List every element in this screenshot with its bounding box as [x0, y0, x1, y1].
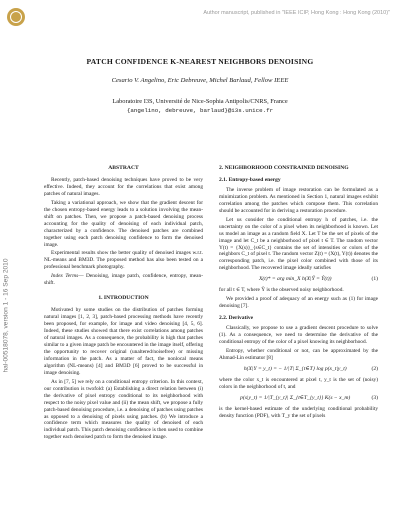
- abstract-paragraph-1: Recently, patch-based denoising techniques have proved to be very effective. Indeed, they account for the correlations that exist among patches of natural images.: [44, 176, 203, 197]
- index-terms-label: Index Terms: [51, 273, 79, 280]
- section-2-heading: 2. NEIGHBORHOOD CONSTRAINED DENOISING: [219, 165, 349, 171]
- paper-title: PATCH CONFIDENCE K-NEAREST NEIGHBORS DENOISING: [86, 57, 314, 66]
- equation-1-body: X(t)* = arg min_X h(X|Ŷ = Ŷ(t)): [258, 276, 332, 283]
- sec21-paragraph-4: We provided a proof of adequacy of an energy such as (1) for image denoising [7].: [219, 296, 378, 310]
- equation-3: [219, 395, 378, 402]
- sec22-paragraph-2: Entropy, whether conditional or not, can be approximated by the Ahmad-Lin estimator [8]: [219, 347, 378, 361]
- equation-2-body: h(X|Y = y_t) = − 1/|T| Σ_{t∈T} log p(x_t|y_t): [243, 365, 347, 372]
- affiliation: Laboratoire I3S, Université de Nice-Sophia Antipolis/CNRS, France: [112, 98, 288, 105]
- sec22-paragraph-3: where the color x_t is encountered at pixel t, y_t is the set of (noisy) colors in the neighborhood of t, and: [219, 376, 378, 390]
- section-2-1-heading: 2.1. Entropy-based energy: [219, 176, 281, 183]
- sec21-paragraph-2: Let us consider the conditional entropy h of patches, i.e. the uncertainty on the color of a pixel when its neighborhood is known. Let us model an image as a random field X. Let T be the set of pixels of the image and let C_t be a neighborhood of pixel t ∈ T. The random vector Y(t) = {X(s)}_{s∈C_t} contains the set of intensities or colors of the neighbors C_t of pixel t. The random vector Z(t) = (X(t), Y(t)) denotes the corresponding patch, i.e. the pixel color combined with those of its neighborhood. The recovered image ideally satisfies: [219, 216, 378, 272]
- intro-paragraph-1: Motivated by some studies on the distribution of patches forming natural images [1, 2, 3], patch-based processing methods have recently been proposed, for example, for image and video denoising [4, 5, 6]. Indeed, these studies showed that there exist correlations among patches of natural images. As a consequence, the probability is high that patches similar to a given image patch be encountered in the image itself, offering the opportunity to recover original (unaltered/noisefree) or missing information in the patch. As a matter of fact, the nonlocal means algorithm (NL-means) [4] and BM3D [6] proved to be successful in image denoising.: [44, 307, 203, 376]
- intro-paragraph-2: As in [7, 5] we rely on a conditional entropy criterion. In this context, our contribution is twofold: (a) Establishing a direct relation between (i) the derivative of pixel entropy conditional to its neighborhood with respect to the noisy pixel value and (ii) the mean shift, we propose a fully patch-based denoising procedure, i.e. a denoising of patches using patches as opposed to a denoising of pixels using patches. (b) We introduce a confidence term which measures the quality of denoised of each individual patch. This patch denoising confidence is then used to combine together each denoised patch to form the denoised image.: [44, 378, 203, 441]
- hal-logo-icon: [7, 8, 25, 26]
- left-column: [44, 165, 203, 443]
- abstract-paragraph-2: Taking a variational approach, we show that the gradient descent for the chosen entropy-based energy leads to a solution involving the mean-shift on patches. Then, we propose a patch-based denoising process accounting for the quality of denoising of each individual patch, characterized by a confidence. The denoised patches are combined together using each patch denoising confidence to form the denoised image.: [44, 199, 203, 248]
- emails: {angelino, debreuve, barlaud}@i3s.unice.fr: [126, 107, 274, 114]
- authors: Cesario V. Angelino, Eric Debreuve, Michel Barlaud, Fellow IEEE: [111, 77, 289, 84]
- index-terms: [44, 273, 203, 287]
- publication-note: Author manuscript, published in "IEEE ICIP, Hong Kong : Hong Kong (2010)": [203, 10, 390, 16]
- abstract-paragraph-3: Experimental results show the better quality of denoised images w.r.t. NL-means and BM3D. The proposed method has also been tested on a professional benchmark photography.: [44, 250, 203, 271]
- affiliation-block: [0, 97, 400, 115]
- sec22-paragraph-1: Classically, we propose to use a gradient descent procedure to solve (1). As a consequence, we need to determine the derivative of the conditional entropy of the color of a pixel knowing its neighborhood.: [219, 325, 378, 346]
- right-column: [219, 165, 378, 422]
- introduction-heading: 1. INTRODUCTION: [98, 295, 149, 302]
- section-2-2-heading: 2.2. Derivative: [219, 315, 254, 322]
- abstract-heading: ABSTRACT: [108, 165, 139, 171]
- equation-1-number: (1): [371, 276, 378, 283]
- equation-1: [219, 276, 378, 283]
- sec21-paragraph-1: The inverse problem of image restoration can be formulated as a minimization problem. As mentioned in Section 1, natural images exhibit correlation among the patches which compose them. This correlation should be accounted for in deriving a restoration procedure.: [219, 186, 378, 214]
- equation-3-body: p(s|y_t) = 1/|T_{y_t}| Σ_{t∈T_{y_t}} K(s − x_m): [240, 394, 351, 401]
- sec21-paragraph-3: for all t ∈ T, where Ŷ is the observed noisy neighborhood.: [219, 287, 344, 294]
- sec22-paragraph-4: is the kernel-based estimate of the underlying conditional probability density function (PDF), with T_y the set of pixels: [219, 405, 378, 419]
- hal-identifier: hal-00518078, version 1 - 16 Sep 2010: [2, 258, 10, 373]
- equation-3-number: (3): [371, 394, 378, 401]
- index-terms-text: — Denoising, image patch, confidence, entropy, mean-shift.: [44, 273, 203, 287]
- equation-2-number: (2): [371, 365, 378, 372]
- equation-2: [219, 366, 378, 373]
